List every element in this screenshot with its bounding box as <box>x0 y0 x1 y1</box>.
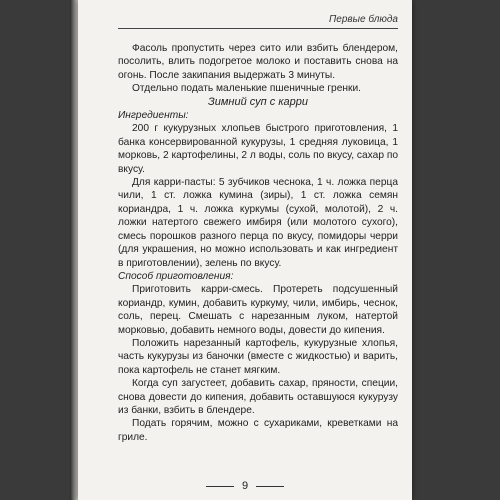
page-number-text: 9 <box>241 480 249 492</box>
method-heading: Способ приготовления: <box>118 270 234 282</box>
method-step: Приготовить карри-смесь. Протереть подсушенный кориандр, кумин, добавить куркуму, чили, имбирь, чеснок, соль, перец. Смешать с нарезанным луком, натертой морковью, добавить немного воды, довести до кипения. <box>118 284 398 336</box>
page-number <box>78 480 412 492</box>
paragraph: Фасоль пропустить через сито или взбить блендером, посолить, влить подогретое молоко и поставить снова на огонь. После закипания выдержать 3 минуты. <box>118 43 398 81</box>
ingredients-list: 200 г кукурузных хлопьев быстрого приготовления, 1 банка консервированной кукурузы, 1 средняя луковица, 1 морковь, 2 картофелины, 2 л воды, соль по вкусу, сахар по вкусу. <box>118 123 398 175</box>
page-content <box>118 42 398 444</box>
header-rule <box>118 28 398 29</box>
book-page <box>78 0 412 500</box>
page-number-rule-left <box>206 486 234 487</box>
ingredients-heading: Ингредиенты: <box>118 110 189 122</box>
curry-paste-ingredients: Для карри-пасты: 5 зубчиков чеснока, 1 ч. ложка перца чили, 1 ст. ложка кумина (зиры), 1 ст. ложка семян кориандра, 1 ч. ложка куркумы (сухой, молотой), 2 ч. ложки натертого свежего имбиря (или молотого сухого), смесь порошков разного перца по вкусу, помидоры черри (для украшения, но можно использовать и как ингредиент в приготовлении), зелень по вкусу. <box>118 177 398 269</box>
recipe-title: Зимний суп с карри <box>208 95 308 108</box>
method-step: Когда суп загустеет, добавить сахар, пряности, специи, снова довести до кипения, добавить оставшуюся кукурузу из банки, взбить в блендере. <box>118 378 398 416</box>
method-step: Подать горячим, можно с сухариками, креветками на гриле. <box>118 418 398 443</box>
page-number-rule-right <box>256 486 284 487</box>
page-gutter-shadow <box>70 0 78 500</box>
method-step: Положить нарезанный картофель, кукурузные хлопья, часть кукурузы из баночки (вместе с жидкостью) и варить, пока картофель не станет мягким. <box>118 337 398 376</box>
running-head: Первые блюда <box>329 14 398 25</box>
paragraph: Отдельно подать маленькие пшеничные гренки. <box>132 83 361 95</box>
